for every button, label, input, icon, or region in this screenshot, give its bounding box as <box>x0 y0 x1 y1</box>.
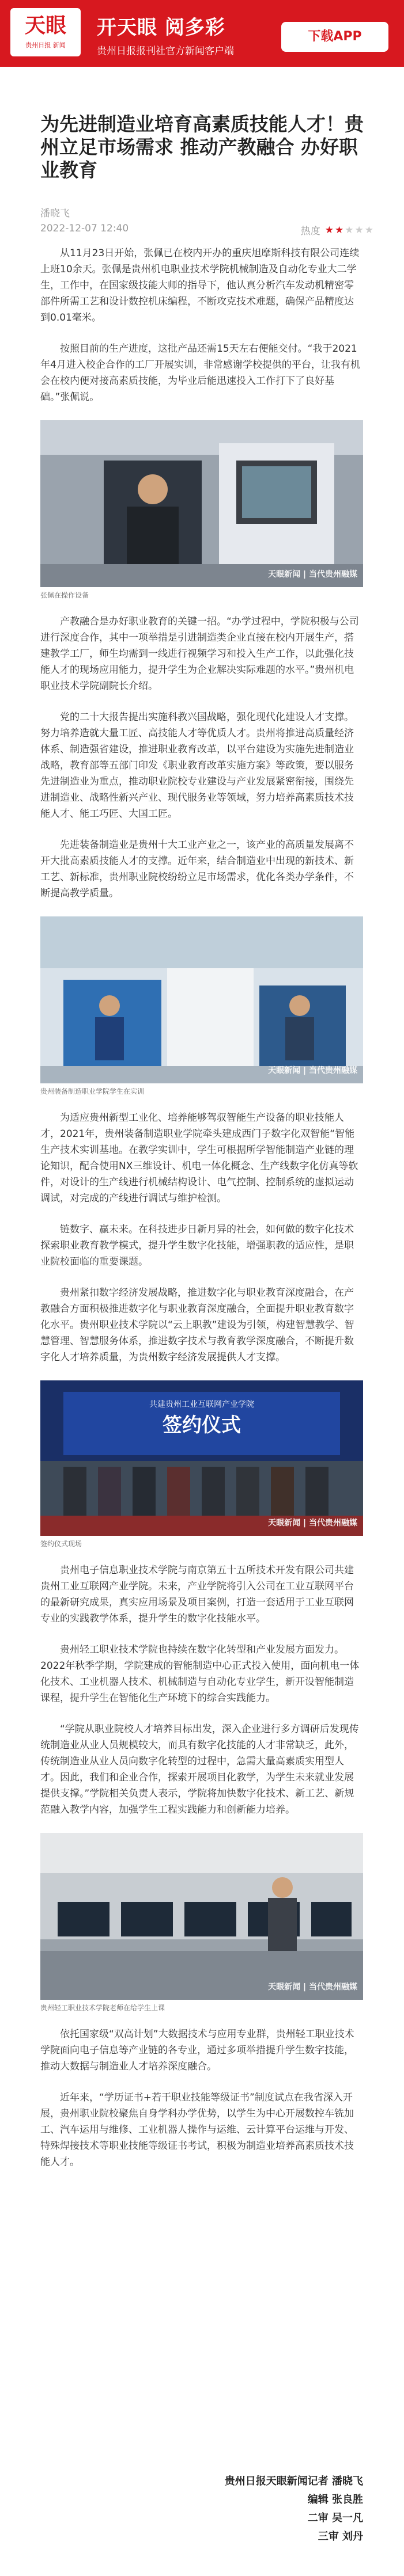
image-caption: 签约仪式现场 <box>40 1540 82 1548</box>
heat-stars <box>325 225 375 236</box>
footer-second-review: 二审 吴一凡 <box>307 2512 363 2524</box>
star-empty-icon: ★ <box>364 224 375 236</box>
paragraph: 贵州电子信息职业技术学院与南京第五十五所技术开发有限公司共建贵州工业互联网产业学院。未来，产业学院将引入公司在工业互联网平台的最新研究成果，真实应用场景及项目案例，打造一套适用于工业互联网专业的实践教学体系，提升学生的数字化技能水平。 <box>40 1565 354 1624</box>
image-watermark: 天眼新闻 | 当代贵州融媒 <box>268 570 357 579</box>
photo-graphic <box>40 916 363 1083</box>
paragraph: “学院从职业院校人才培养目标出发，深入企业进行多方调研后发现传统制造业从业人员规模较大，而具有数字化技能的人才非常缺乏，此外，传统制造业从业人员向数字化转型的过程中，急需大量高素质实用型人才。因此，我们和企业合作，探索开展项目化教学，为学生未来就业发展提供支撑。”学院相关负责人表示，学院将加快数字化技术、新工艺、新规范融入教学内容，加强学生工程实践能力和创新能力培养。 <box>40 1723 359 1816</box>
article-footer <box>40 2473 363 2547</box>
article-date: 2022-12-07 12:40 <box>40 223 129 234</box>
image-watermark: 天眼新闻 | 当代贵州融媒 <box>268 1983 357 1992</box>
paragraph: 党的二十大报告提出实施科教兴国战略，强化现代化建设人才支撑。努力培养造就大量工匠、高技能人才等优质人才。贵州将推进高质量经济体系、制造强省建设，推进职业教育改革，以平台建设为实施先进制造业战略，教育部等五部门印发《职业教育改革实施方案》等政策，要以服务先进制造业为重点，推动职业院校专业建设与产业发展紧密衔接，围绕先进制造业、战略性新兴产业、现代服务业等领域，努力培养高素质技术技能人才、能工巧匠、大国工匠。 <box>40 711 354 820</box>
paragraph: 贵州紧扣数字经济发展战略，推进数字化与职业教育深度融合，在产教融合方面积极推进数字化与职业教育深度融合，全面提升职业教育数字化水平。贵州职业技术学院以“云上职教”建设为引领，构建智慧教学、智慧管理、智慧服务体系，推进数字技术与教育教学深度融合，不断提升数字化人才培养质量，为贵州数字经济发展提供人才支撑。 <box>40 1287 354 1363</box>
article-image <box>40 1380 363 1552</box>
image-watermark: 天眼新闻 | 当代贵州融媒 <box>268 1519 357 1528</box>
paragraph: 依托国家级“双高计划”大数据技术与应用专业群，贵州轻工职业技术学院面向电子信息等产业链的各专业，通过多项举措提升学生数字技能，推动大数据与制造业人才培养深度融合。 <box>40 2029 354 2072</box>
article-meta <box>40 205 375 237</box>
article-image <box>40 916 363 1099</box>
photo-machine-operation <box>40 420 363 587</box>
paragraph: 产教融合是办好职业教育的关键一招。“办学过程中，学院积极与公司进行深度合作，其中一项举措是引进制造类企业直接在校内开展生产，搭建教学工厂，师生均需到一线进行视频学习和投入生产工作，以此强化技能人才的现场应用能力，提升学生为企业解决实际难题的水平。”贵州机电职业技术学院副院长介绍。 <box>40 616 359 692</box>
banner-title: 签约仪式 <box>163 1414 241 1437</box>
image-caption: 贵州轻工职业技术学院老师在给学生上课 <box>40 2004 165 2012</box>
paragraph: 为适应贵州新型工业化、培养能够驾驭智能生产设备的职业技能人才，2021年，贵州装备制造职业学院牵头建成西门子数字化双智能“智能生产技术实训基地。在教学实训中，学生可根据所学智能制造产业链的理论知识，配合使用NX三维设计、机电一体化概念、生产线数字化仿真等软件，对设计的生产线进行机械结构设计、电气控制、控制系统的虚拟运动调试，对完成的产线进行调试与维护检测。 <box>40 1112 358 1204</box>
article-image <box>40 1833 363 2016</box>
logo-mark: 天眼 <box>24 14 66 37</box>
banner-subtitle: 共建贵州工业互联网产业学院 <box>149 1400 254 1409</box>
photo-graphic <box>40 1833 363 2000</box>
paragraph: 链数字、赢未来。在科技进步日新月异的社会，如何做的数字化技术探索职业教育教学模式，提升学生数字化技能，增强职教的适应性，是职业院校面临的重要课题。 <box>40 1224 354 1268</box>
photo-computer-class <box>40 1833 363 2000</box>
download-app-button[interactable]: 下载APP <box>281 22 388 52</box>
app-logo <box>10 8 81 56</box>
paragraph: 从11月23日开始，张佩已在校内开办的重庆旭摩斯科技有限公司连续上班10余天。张佩是贵州机电职业技术学院机械制造及自动化专业大二学生，工作中，在国家级技能大师的指导下，他认真分析汽车发动机精密零部件所需工艺和设计数控机床编程，不断攻克技术难题，确保产品精度达到0.01毫米。 <box>40 248 360 324</box>
star-empty-icon: ★ <box>345 224 355 236</box>
app-subslogan: 贵州日报报刊社官方新闻客户端 <box>97 45 234 57</box>
article-author: 潘晓飞 <box>40 208 70 219</box>
photo-graphic <box>40 420 363 587</box>
app-header-bar <box>0 0 404 67</box>
article-body <box>40 245 363 2185</box>
app-slogan: 开天眼 阅多彩 <box>97 16 225 39</box>
image-caption: 张佩在操作设备 <box>40 591 89 599</box>
logo-subtext: 贵州日报 新闻 <box>25 41 66 49</box>
photo-signing-ceremony <box>40 1380 363 1536</box>
article-title: 为先进制造业培育高素质技能人才！贵州立足市场需求 推动产教融合 办好职业教育 <box>40 113 364 181</box>
footer-source: 贵州日报天眼新闻记者 潘晓飞 <box>224 2475 363 2487</box>
star-filled-icon: ★ <box>324 224 335 236</box>
heat-label: 热度 <box>300 226 320 237</box>
paragraph: 贵州轻工职业技术学院也持续在数字化转型和产业发展方面发力。2022年秋季学期，学院建成的智能制造中心正式投入使用，面向机电一体化技术、工业机器人技术、机械制造与自动化专业学生，新开设智能制造课程，提升学生在智能化生产环境下的综合实践能力。 <box>40 1644 360 1704</box>
photo-training-lab <box>40 916 363 1083</box>
star-filled-icon: ★ <box>335 224 345 236</box>
paragraph: 先进装备制造业是贵州十大工业产业之一，该产业的高质量发展离不开大批高素质技能人才的支撑。近年来，结合制造业中出现的新技术、新工艺、新标准，贵州职业院校纷纷立足市场需求，优化各类办学条件，不断提高教学质量。 <box>40 839 354 899</box>
paragraph: 按照目前的生产进度，这批产品还需15天左右便能交付。“我于2021年4月进入校企合作的工厂开展实训，非常感谢学校提供的平台，让我有机会在校内便对接高素质技能，为毕业后能迅速投入工作打下了良好基础。”张佩说。 <box>40 343 360 403</box>
footer-third-review: 三审 刘丹 <box>318 2531 363 2543</box>
article-image <box>40 420 363 603</box>
paragraph: 近年来，“学历证书+若干职业技能等级证书”制度试点在我省深入开展，贵州职业院校聚焦自身学科办学优势，以学生为中心开展数控车铣加工、汽车运用与维修、工业机器人操作与运维、云计算平台运维与开发、特殊焊接技术等职业技能等级证书考试，积极为制造业培养高素质技术技能人才。 <box>40 2092 354 2168</box>
star-empty-icon: ★ <box>354 224 365 236</box>
banner-text <box>40 1397 363 1437</box>
footer-editor: 编辑 张良胜 <box>307 2494 363 2506</box>
image-caption: 贵州装备制造职业学院学生在实训 <box>40 1087 145 1095</box>
heat-rating <box>301 223 375 237</box>
image-watermark: 天眼新闻 | 当代贵州融媒 <box>268 1066 357 1075</box>
